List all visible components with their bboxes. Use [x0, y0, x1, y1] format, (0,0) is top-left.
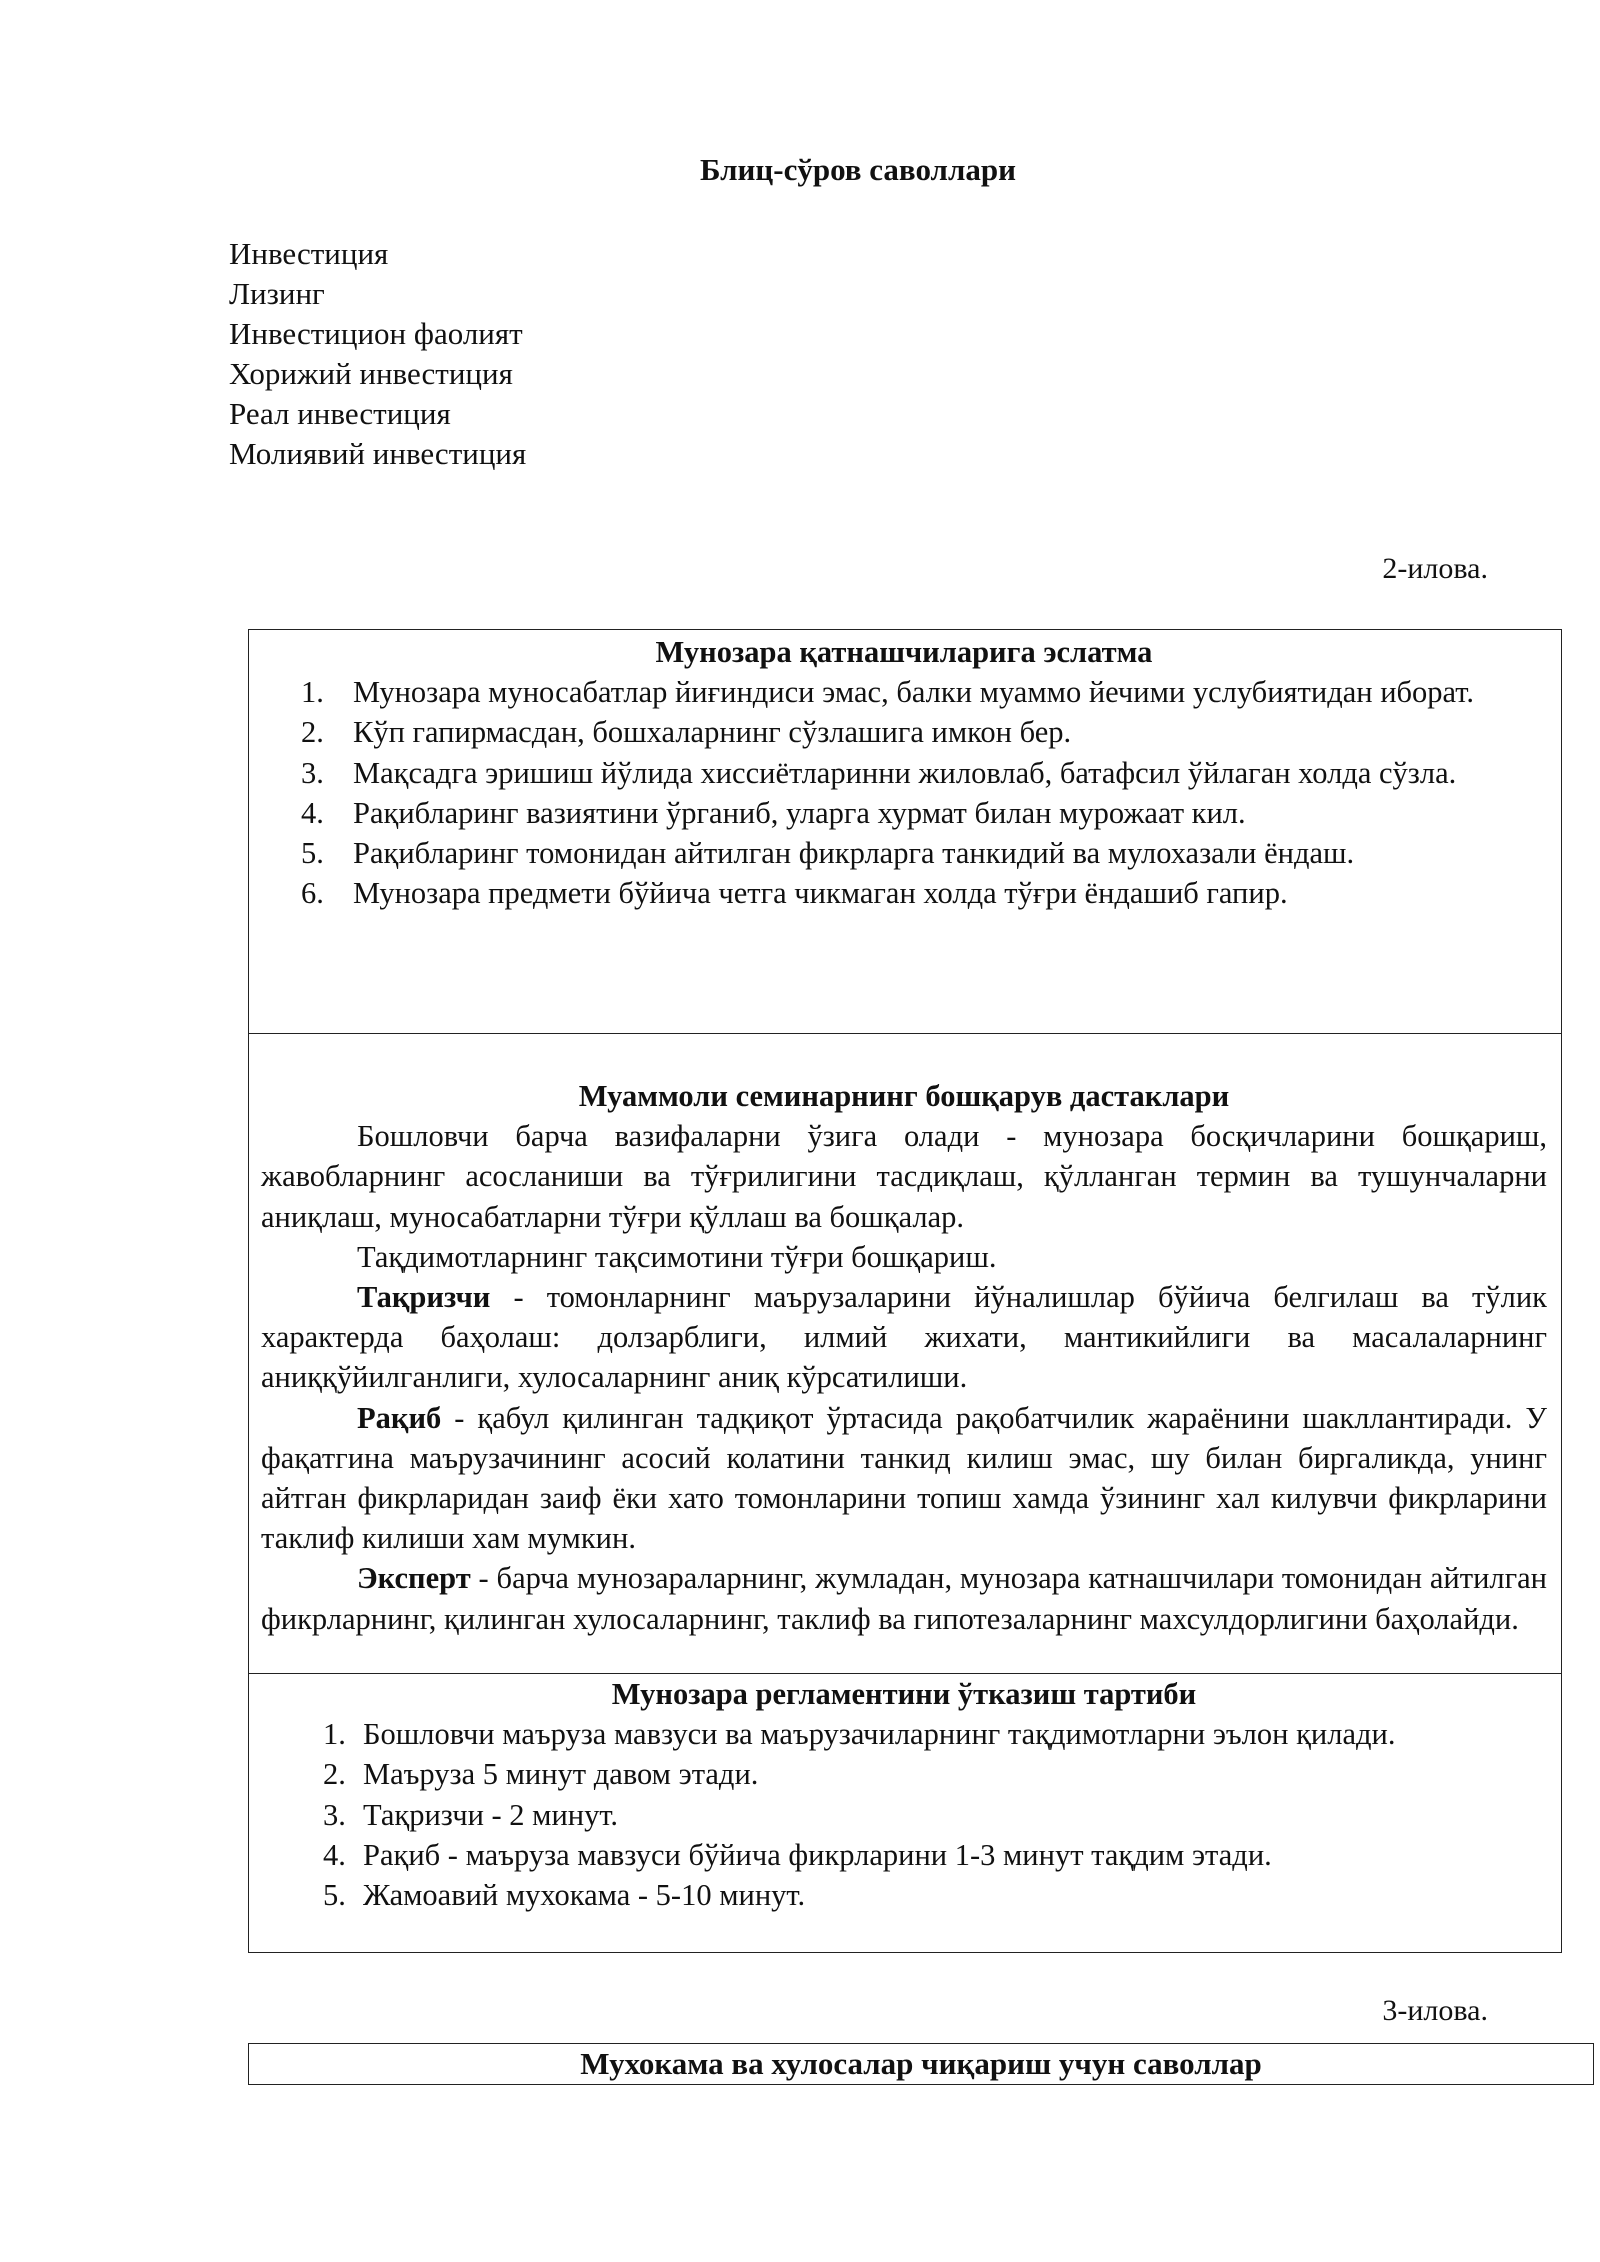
list-item — [261, 1795, 1547, 1835]
item-number: 3. — [301, 755, 324, 790]
tools-paragraph: Тақдимотларнинг тақсимотини тўғри бошқариш. — [357, 1239, 997, 1274]
blitz-term: Инвестиция — [229, 236, 389, 271]
blitz-term: Хорижий инвестиция — [229, 356, 513, 391]
expert-term: Эксперт — [357, 1561, 471, 1596]
item-text: Маъруза 5 минут давом этади. — [363, 1757, 759, 1792]
item-number: 6. — [301, 876, 324, 911]
item-text: Бошловчи маъруза мавзуси ва маърузачиларнинг тақдимотларни эълон қилади. — [363, 1717, 1396, 1752]
opponent-text: - қабул қилинган тадқиқот ўртасида рақобатчилик жараёнини шакллантиради. У фақатгина маърузачининг асосий колатини танкид килиш эмас, шу билан биргаликда, унинг айтган фикрларидан заиф ёки хато томонларини топиш хамда ўзининг хал килувчи фикрларини таклиф килиши хам мумкин. — [261, 1400, 1547, 1556]
item-number: 1. — [323, 1717, 346, 1752]
item-number: 3. — [323, 1797, 346, 1832]
item-text: Кўп гапирмасдан, бошхаларнинг сўзлашига имкон бер. — [353, 715, 1072, 750]
item-number: 4. — [323, 1837, 346, 1872]
item-text: Мақсадга эришиш йўлида хиссиётларинни жиловлаб, батафсил ўйлаган холда сўзла. — [353, 755, 1457, 790]
tools-section — [249, 1034, 1561, 1674]
item-number: 1. — [301, 675, 324, 710]
blitz-terms-list — [229, 234, 526, 474]
procedure-list — [261, 1714, 1547, 1915]
list-item — [261, 873, 1547, 913]
item-number: 5. — [301, 836, 324, 871]
opponent-paragraph — [261, 1398, 1547, 1559]
list-item — [261, 793, 1547, 833]
reminder-section — [249, 632, 1561, 1034]
item-number: 4. — [301, 795, 324, 830]
reviewer-text: - томонларнинг маърузаларини йўналишлар бўйича белгилаш ва тўлик характерда баҳолаш: долзарблиги, илмий жихати, мантикийлиги ва масалаларнинг аниққўйилганлиги, хулосаларнинг аниқ кўрсатилиши. — [261, 1280, 1547, 1395]
tools-paragraph: Бошловчи барча вазифаларни ўзига олади - мунозара босқичларини бошқариш, жавобларнинг асосланиши ва тўғрилигини тасдиқлаш, қўлланган термин ва тушунчаларни аниқлаш, муносабатларни тўғри қўллаш ва бошқалар. — [261, 1119, 1547, 1234]
item-text: Жамоавий мухокама - 5-10 минут. — [363, 1878, 806, 1913]
list-item — [261, 672, 1547, 712]
appendix-2-table — [248, 629, 1562, 1953]
reminder-title: Мунозара қатнашчиларига эслатма — [655, 635, 1153, 669]
item-text: Мунозара предмети бўйича четга чикмаган холда тўғри ёндашиб гапир. — [353, 876, 1288, 911]
list-item — [261, 833, 1547, 873]
list-item — [261, 1714, 1547, 1754]
list-item — [261, 1835, 1547, 1875]
item-text: Тақризчи - 2 минут. — [363, 1797, 619, 1832]
tools-title: Муаммоли семинарнинг бошқарув дастаклари — [578, 1079, 1230, 1113]
procedure-title: Мунозара регламентини ўтказиш тартиби — [611, 1677, 1197, 1711]
list-item — [261, 1875, 1547, 1915]
reviewer-paragraph — [261, 1277, 1547, 1398]
expert-text: - барча мунозараларнинг, жумладан, мунозара катнашчилари томонидан айтилган фикрларнинг, қилинган хулосаларнинг, таклиф ва гипотезаларнинг махсулдорлигини баҳолайди. — [261, 1561, 1547, 1636]
item-text: Рақиб - маъруза мавзуси бўйича фикрларини 1-3 минут тақдим этади. — [363, 1837, 1272, 1872]
item-text: Рақибларинг томонидан айтилган фикрларга танкидий ва мулохазали ёндаш. — [353, 836, 1355, 871]
blitz-term: Реал инвестиция — [229, 396, 451, 431]
appendix-3-label: 3-илова. — [1382, 1994, 1488, 2027]
item-text: Мунозара муносабатлар йиғиндиси эмас, балки муаммо йечими услубиятидан иборат. — [353, 675, 1474, 710]
blitz-term: Молиявий инвестиция — [229, 436, 527, 471]
reminder-list — [261, 672, 1547, 913]
item-text: Рақибларинг вазиятини ўрганиб, уларга хурмат билан мурожаат кил. — [353, 795, 1246, 830]
expert-paragraph — [261, 1558, 1547, 1638]
procedure-section — [249, 1674, 1561, 1952]
item-number: 2. — [301, 715, 324, 750]
appendix-3-table — [248, 2043, 1594, 2085]
item-number: 5. — [323, 1878, 346, 1913]
page-title: Блиц-сўров саволлари — [700, 152, 1016, 187]
discussion-title: Мухокама ва хулосалар чиқариш учун саволлар — [580, 2046, 1262, 2081]
opponent-term: Рақиб — [357, 1400, 442, 1435]
list-item — [261, 1754, 1547, 1794]
appendix-2-label: 2-илова. — [1382, 552, 1488, 585]
list-item — [261, 712, 1547, 752]
reviewer-term: Тақризчи — [357, 1280, 491, 1315]
blitz-term: Лизинг — [229, 276, 325, 311]
blitz-term: Инвестицион фаолият — [229, 316, 523, 351]
list-item — [261, 753, 1547, 793]
item-number: 2. — [323, 1757, 346, 1792]
